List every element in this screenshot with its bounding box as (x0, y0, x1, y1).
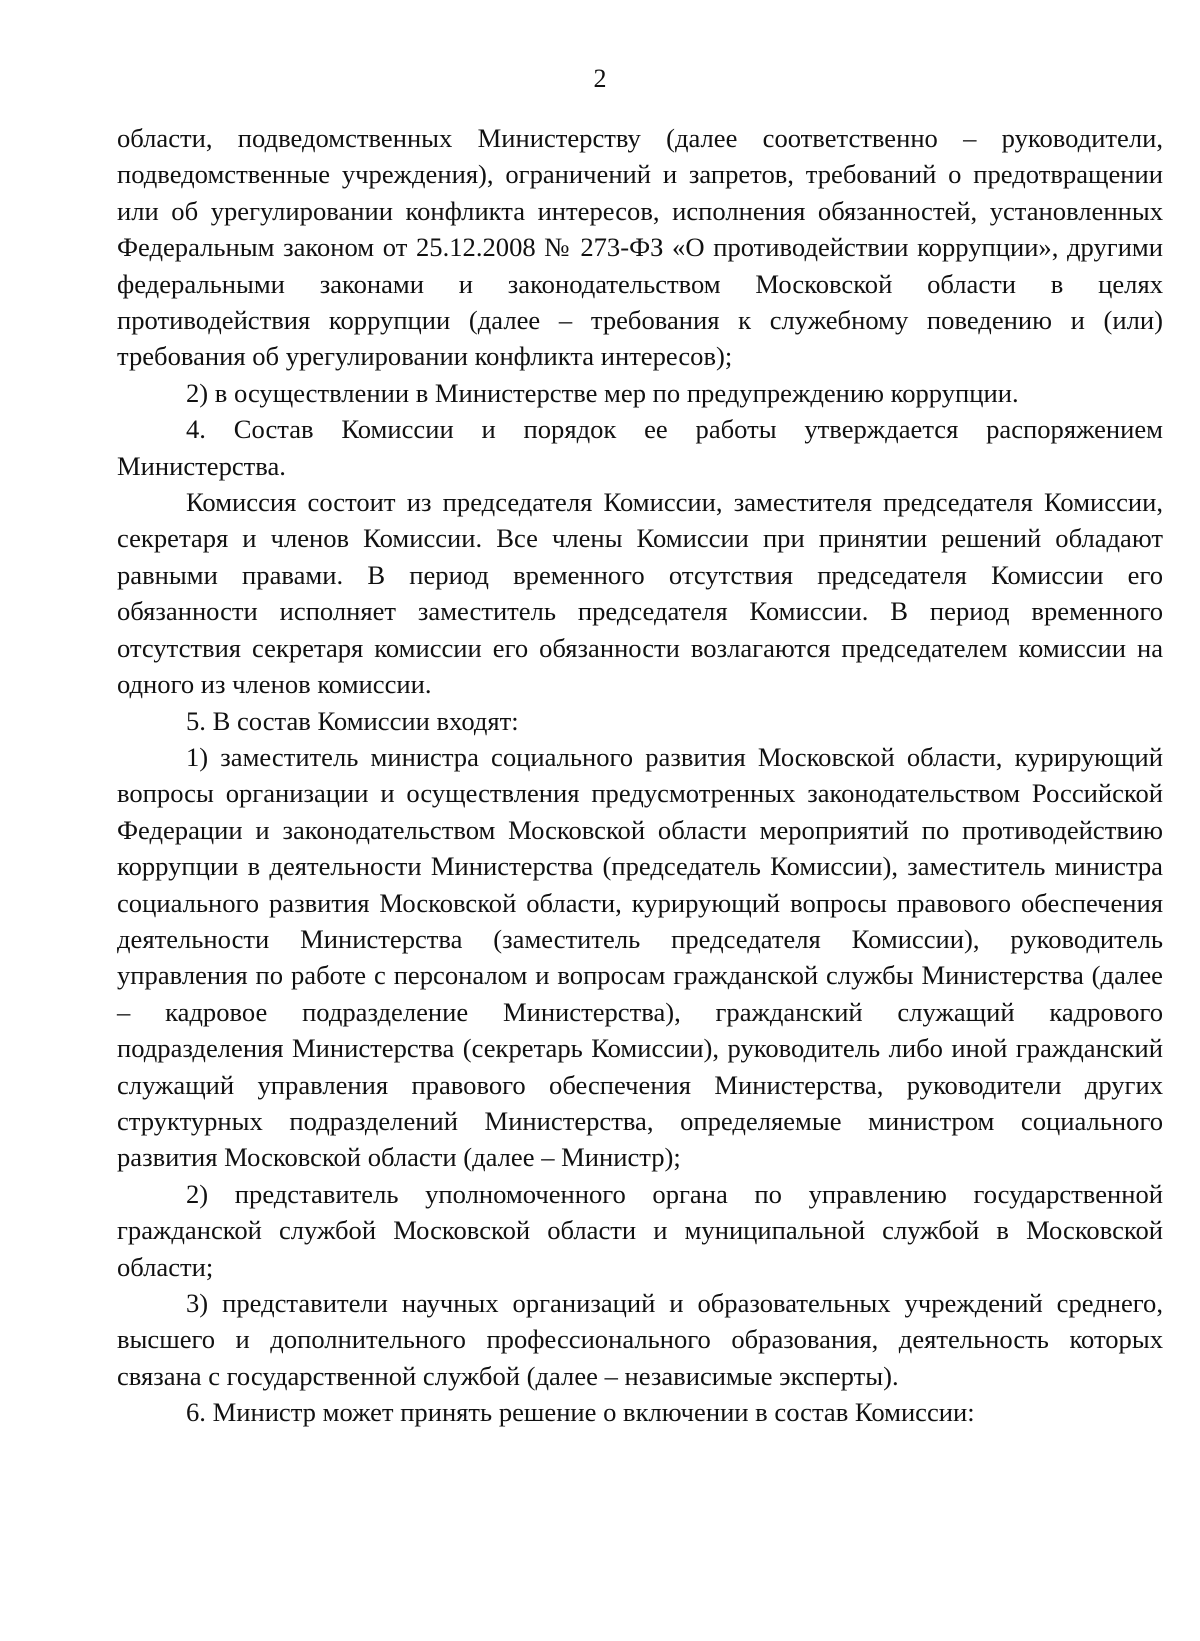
paragraph-section-4: 4. Состав Комиссии и порядок ее работы утверждается распоряжением Министерства. (117, 414, 1163, 481)
paragraph-continuation: области, подведомственных Министерству (далее соответственно – руководители, подведомственные учреждения), ограничений и запретов, требований о предотвращении или об урегулировании конфликта интересов, исполнения обязанностей, установленных Федеральным законом от 25.12.2008 № 273-ФЗ «О противодействии коррупции», другими федеральными законами и законодательством Московской области в целях противодействия коррупции (далее – требования к служебному поведению и (или) требования об урегулировании конфликта интересов); (117, 123, 1163, 372)
page-number: 2 (593, 64, 607, 93)
paragraph-section-5: 5. В состав Комиссии входят: (186, 705, 519, 736)
paragraph-commission-composition: Комиссия состоит из председателя Комиссии, заместителя председателя Комиссии, секретаря и членов Комиссии. Все члены Комиссии при принятии решений обладают равными правами. В период временного отсутствия председателя Комиссии его обязанности исполняет заместитель председателя Комиссии. В период временного отсутствия секретаря комиссии его обязанности возлагаются председателем комиссии на одного из членов комиссии. (117, 487, 1163, 700)
paragraph-section-5-item-2: 2) представитель уполномоченного органа по управлению государственной гражданской службой Московской области и муниципальной службой в Московской области; (117, 1178, 1163, 1282)
paragraph-item-2: 2) в осуществлении в Министерстве мер по предупреждению коррупции. (186, 377, 1019, 408)
paragraph-section-6: 6. Министр может принять решение о включении в состав Комиссии: (186, 1397, 975, 1428)
paragraph-section-5-item-3: 3) представители научных организаций и образовательных учреждений среднего, высшего и дополнительного профессионального образования, деятельность которых связана с государственной службой (далее – независимые эксперты). (117, 1288, 1163, 1391)
paragraph-section-5-item-1: 1) заместитель министра социального развития Московской области, курирующий вопросы организации и осуществления предусмотренных законодательством Российской Федерации и законодательством Московской области мероприятий по противодействию коррупции в деятельности Министерства (председатель Комиссии), заместитель министра социального развития Московской области, курирующий вопросы правового обеспечения деятельности Министерства (заместитель председателя Комиссии), руководитель управления по работе с персоналом и вопросам гражданской службы Министерства (далее – кадровое подразделение Министерства), гражданский служащий кадрового подразделения Министерства (секретарь Комиссии), руководитель либо иной гражданский служащий управления правового обеспечения Министерства, руководители других структурных подразделений Министерства, определяемые министром социального развития Московской области (далее – Министр); (117, 741, 1163, 1173)
document-body (117, 120, 1163, 1431)
